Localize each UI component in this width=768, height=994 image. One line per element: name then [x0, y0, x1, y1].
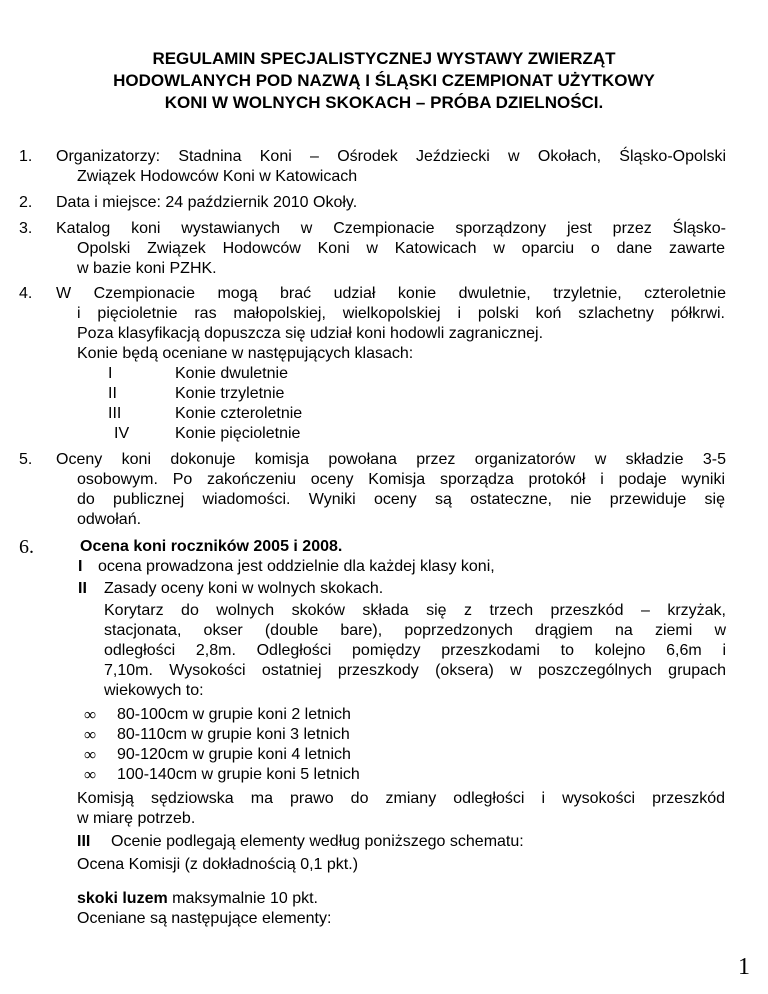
sec6-paragraph-line-2: stacjonata, okser (double bare), poprzedzonych drągiem na ziemi w: [104, 622, 726, 639]
item-3-line-1: Katalog koni wystawianych w Czempionacie sporządzony jest przez Śląsko-: [56, 220, 726, 237]
committee-line-2: w miarę potrzeb.: [77, 810, 196, 827]
item-number-3: 3.: [19, 220, 33, 237]
bullet-icon: ∞: [84, 745, 97, 764]
item-number-4: 4.: [19, 285, 33, 302]
sec6-text-1: ocena prowadzona jest oddzielnie dla każdej klasy koni,: [98, 558, 495, 575]
height-item-2: 80-110cm w grupie koni 3 letnich: [117, 726, 350, 743]
item-5-line-3: do publicznej wiadomości. Wyniki oceny są ostateczne, nie przewiduje się: [77, 491, 725, 508]
document-title: [60, 48, 708, 114]
item-number-2: 2.: [19, 194, 33, 211]
sec6-roman-2: II: [78, 580, 87, 597]
height-item-1: 80-100cm w grupie koni 2 letnich: [117, 706, 351, 723]
item-4-line-4: Konie będą oceniane w następujących klasach:: [77, 345, 414, 362]
oceniane-elementy: Oceniane są następujące elementy:: [77, 910, 332, 927]
item-4-line-2: i pięcioletnie ras małopolskiej, wielkopolskiej i polski koń szlachetny półkrwi.: [77, 305, 725, 322]
class-roman-4: IV: [114, 425, 130, 442]
height-item-3: 90-120cm w grupie koni 4 letnich: [117, 746, 351, 763]
sec6-text-2: Zasady oceny koni w wolnych skokach.: [104, 580, 384, 597]
item-4-line-3: Poza klasyfikacją dopuszcza się udział koni hodowli zagranicznej.: [77, 325, 544, 342]
sec6-roman-3: III: [77, 833, 91, 850]
sec6-paragraph-line-5: wiekowych to:: [104, 682, 204, 699]
item-1-line-2: Związek Hodowców Koni w Katowicach: [77, 168, 358, 185]
skoki-luzem-line: [77, 889, 318, 909]
sec6-paragraph-line-4: 7,10m. Wysokości ostatniej przeszkody (oksera) w poszczególnych grupach: [104, 662, 726, 679]
item-number-5: 5.: [19, 451, 33, 468]
item-number-1: 1.: [19, 148, 33, 165]
bullet-icon: ∞: [84, 725, 97, 744]
item-3-line-2: Opolski Związek Hodowców Koni w Katowicach w oparciu o dane zawarte: [77, 240, 725, 257]
class-roman-1: I: [108, 365, 113, 382]
item-5-line-1: Oceny koni dokonuje komisja powołana przez organizatorów w składzie 3-5: [56, 451, 726, 468]
item-6-heading: Ocena koni roczników 2005 i 2008.: [80, 538, 343, 555]
item-1-line-1: Organizatorzy: Stadnina Koni – Ośrodek Jeździecki w Okołach, Śląsko-Opolski: [56, 148, 726, 165]
committee-line-1: Komisją sędziowska ma prawo do zmiany odległości i wysokości przeszkód: [77, 790, 725, 807]
item-2-line-1: Data i miejsce: 24 październik 2010 Okoły.: [56, 194, 358, 211]
bullet-icon: ∞: [84, 705, 97, 724]
page-number: 1: [738, 954, 750, 980]
class-roman-3: III: [108, 405, 122, 422]
height-item-4: 100-140cm w grupie koni 5 letnich: [117, 766, 360, 783]
item-4-line-1: W Czempionacie mogą brać udział konie dwuletnie, trzyletnie, czteroletnie: [56, 285, 726, 302]
title-line-3: KONI W WOLNYCH SKOKACH – PRÓBA DZIELNOŚCI.: [164, 93, 604, 112]
title-line-1: REGULAMIN SPECJALISTYCZNEJ WYSTAWY ZWIERZĄT: [152, 49, 616, 68]
ocena-komisji: Ocena Komisji (z dokładnością 0,1 pkt.): [77, 856, 359, 873]
item-3-line-3: w bazie koni PZHK.: [77, 260, 217, 277]
bullet-icon: ∞: [84, 765, 97, 784]
sec6-roman-1: I: [78, 558, 83, 575]
sec6-paragraph-line-1: Korytarz do wolnych skoków składa się z trzech przeszkód – krzyżak,: [104, 602, 726, 619]
item-number-6: 6.: [19, 536, 34, 558]
skoki-luzem-label: skoki luzem: [77, 890, 168, 907]
class-label-1: Konie dwuletnie: [175, 365, 288, 382]
class-label-4: Konie pięcioletnie: [175, 425, 301, 442]
title-line-2: HODOWLANYCH POD NAZWĄ I ŚLĄSKI CZEMPIONAT UŻYTKOWY: [113, 71, 655, 90]
sec6-text-3: Ocenie podlegają elementy według poniższego schematu:: [111, 833, 524, 850]
skoki-luzem-max: maksymalnie 10 pkt.: [167, 890, 318, 907]
class-label-2: Konie trzyletnie: [175, 385, 285, 402]
item-5-line-4: odwołań.: [77, 511, 142, 528]
class-roman-2: II: [108, 385, 117, 402]
sec6-paragraph-line-3: odległości 2,8m. Odległości pomiędzy przeszkodami to kolejno 6,6m i: [104, 642, 726, 659]
class-label-3: Konie czteroletnie: [175, 405, 303, 422]
item-5-line-2: osobowym. Po zakończeniu oceny Komisja sporządza protokół i podaje wyniki: [77, 471, 725, 488]
